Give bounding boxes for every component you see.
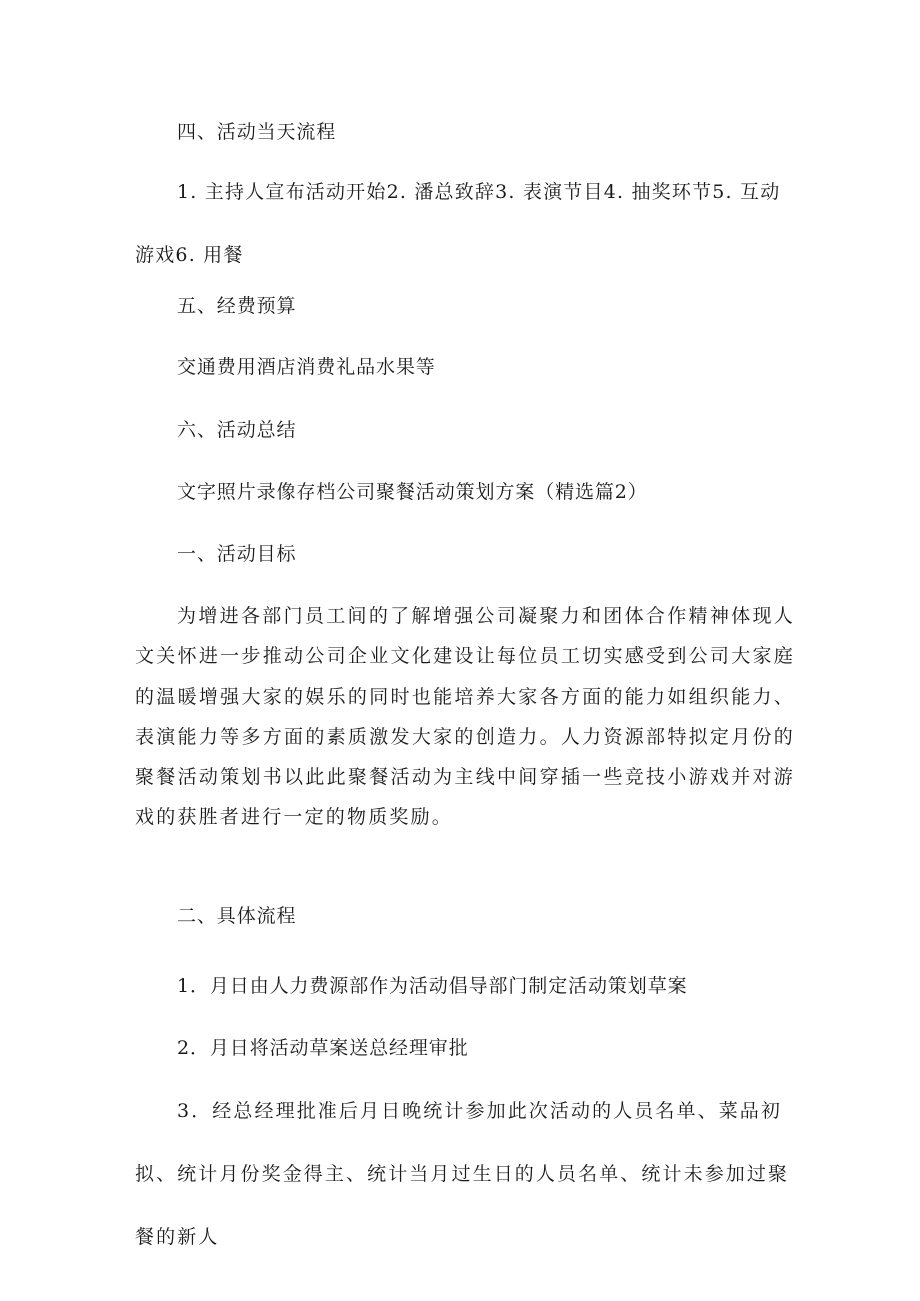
- part2-section-2-heading: 二、具体流程: [177, 905, 297, 927]
- step-3: 3．经总经理批准后月日晚统计参加此次活动的人员名单、菜品初拟、统计月份奖金得主、统计当月过生日的人员名单、统计未参加过聚餐的新人: [135, 1100, 790, 1248]
- section-6-text: 文字照片录像存档公司聚餐活动策划方案（精选篇2）: [177, 481, 648, 503]
- section-5-heading: 五、经费预算: [177, 295, 297, 317]
- step-2: 2．月日将活动草案送总经理审批: [177, 1037, 469, 1059]
- part2-section-1-body: 为增进各部门员工间的了解增强公司凝聚力和团体合作精神体现人文关怀进一步推动公司企业文化建设让每位员工切实感受到公司大家庭的温暖增强大家的娱乐的同时也能培养大家各方面的能力如组织能力、表演能力等多方面的素质激发大家的创造力。人力资源部特拟定月份的聚餐活动策划书以此此聚餐活动为主线中间穿插一些竞技小游戏并对游戏的获胜者进行一定的物质奖励。: [135, 605, 795, 829]
- section-5-text: 交通费用酒店消费礼品水果等: [177, 356, 436, 378]
- step-1: 1．月日由人力费源部作为活动倡导部门制定活动策划草案: [177, 975, 688, 997]
- section-4-heading: 四、活动当天流程: [177, 121, 337, 143]
- part2-section-1-heading: 一、活动目标: [177, 543, 297, 565]
- section-4-steps: 1. 主持人宣布活动开始2. 潘总致辞3. 表演节目4. 抽奖环节5. 互动游戏6. 用餐: [135, 181, 781, 266]
- section-6-heading: 六、活动总结: [177, 419, 297, 441]
